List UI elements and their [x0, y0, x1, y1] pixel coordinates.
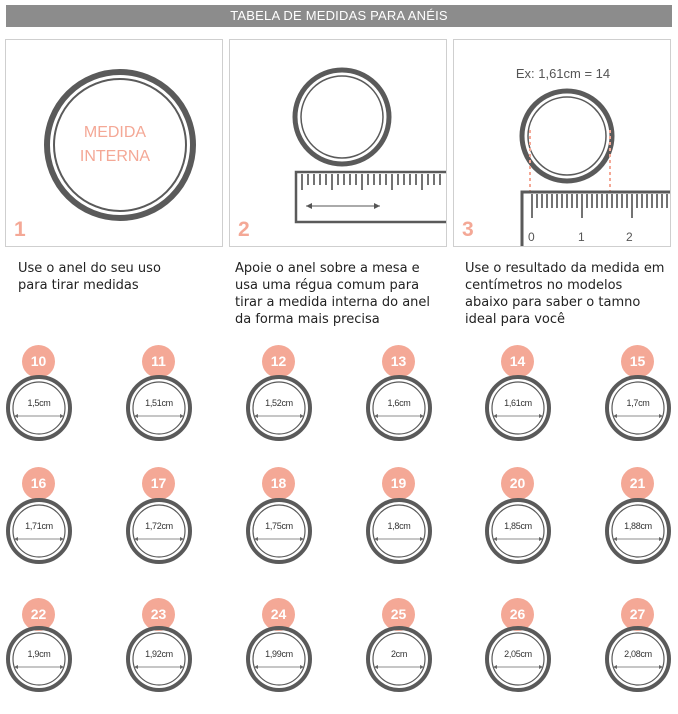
size-measure: 1,92cm — [145, 649, 173, 659]
size-ring — [365, 374, 433, 442]
ruler-label-2: 2 — [626, 230, 633, 244]
step-3-panel — [453, 39, 671, 247]
size-measure: 1,52cm — [265, 398, 293, 408]
size-ring — [604, 625, 672, 693]
size-badge: 22 — [22, 598, 55, 631]
size-ring — [604, 374, 672, 442]
size-badge: 12 — [262, 345, 295, 378]
size-measure: 1,8cm — [387, 521, 411, 531]
size-badge: 17 — [142, 467, 175, 500]
size-ring — [125, 374, 193, 442]
ruler-label-0: 0 — [528, 230, 535, 244]
size-measure: 1,88cm — [624, 521, 652, 531]
size-ring — [484, 497, 552, 565]
size-ring — [5, 497, 73, 565]
ring-illustration — [6, 40, 223, 247]
size-badge: 11 — [142, 345, 175, 378]
size-measure: 1,99cm — [265, 649, 293, 659]
size-badge: 27 — [621, 598, 654, 631]
size-measure: 1,75cm — [265, 521, 293, 531]
size-badge: 15 — [621, 345, 654, 378]
size-ring — [125, 625, 193, 693]
size-ring — [365, 497, 433, 565]
size-measure: 1,6cm — [387, 398, 411, 408]
size-measure: 1,72cm — [145, 521, 173, 531]
ring-measure-illustration — [454, 40, 671, 247]
size-measure: 2,08cm — [624, 649, 652, 659]
size-measure: 1,7cm — [626, 398, 650, 408]
page-title: TABELA DE MEDIDAS PARA ANÉIS — [6, 5, 672, 27]
step-number: 2 — [238, 218, 250, 241]
step-1-caption: Use o anel do seu uso para tirar medidas — [18, 261, 161, 293]
size-badge: 19 — [382, 467, 415, 500]
size-measure: 1,51cm — [145, 398, 173, 408]
size-ring — [484, 374, 552, 442]
size-badge: 14 — [501, 345, 534, 378]
size-badge: 10 — [22, 345, 55, 378]
ruler-label-1: 1 — [578, 230, 585, 244]
size-ring — [245, 625, 313, 693]
size-ring — [604, 497, 672, 565]
size-ring — [5, 625, 73, 693]
size-badge: 26 — [501, 598, 534, 631]
size-badge: 25 — [382, 598, 415, 631]
example-label: Ex: 1,61cm = 14 — [515, 66, 611, 81]
size-badge: 16 — [22, 467, 55, 500]
size-badge: 20 — [501, 467, 534, 500]
step-number: 3 — [462, 218, 474, 241]
size-measure: 1,85cm — [504, 521, 532, 531]
step-3-caption: Use o resultado da medida em centímetros no modelos abaixo para saber o tamno ideal para você — [465, 261, 665, 327]
size-measure: 2,05cm — [504, 649, 532, 659]
size-ring — [245, 374, 313, 442]
size-badge: 23 — [142, 598, 175, 631]
size-badge: 13 — [382, 345, 415, 378]
size-ring — [245, 497, 313, 565]
step-2-panel — [229, 39, 447, 247]
step-number: 1 — [14, 218, 26, 241]
size-ring — [484, 625, 552, 693]
size-measure: 2cm — [390, 649, 408, 659]
size-badge: 21 — [621, 467, 654, 500]
size-measure: 1,61cm — [504, 398, 532, 408]
size-measure: 1,5cm — [27, 398, 51, 408]
size-badge: 18 — [262, 467, 295, 500]
size-ring — [125, 497, 193, 565]
size-measure: 1,9cm — [27, 649, 51, 659]
ring-on-ruler-illustration — [230, 40, 447, 247]
step-1-panel — [5, 39, 223, 247]
size-ring — [5, 374, 73, 442]
ring-label-line1: MEDIDA — [83, 124, 147, 141]
size-ring — [365, 625, 433, 693]
step-2-caption: Apoie o anel sobre a mesa e usa uma régua comum para tirar a medida interna do anel da forma mais precisa — [235, 261, 431, 327]
size-badge: 24 — [262, 598, 295, 631]
size-measure: 1,71cm — [25, 521, 53, 531]
ring-label-line2: INTERNA — [79, 148, 151, 165]
